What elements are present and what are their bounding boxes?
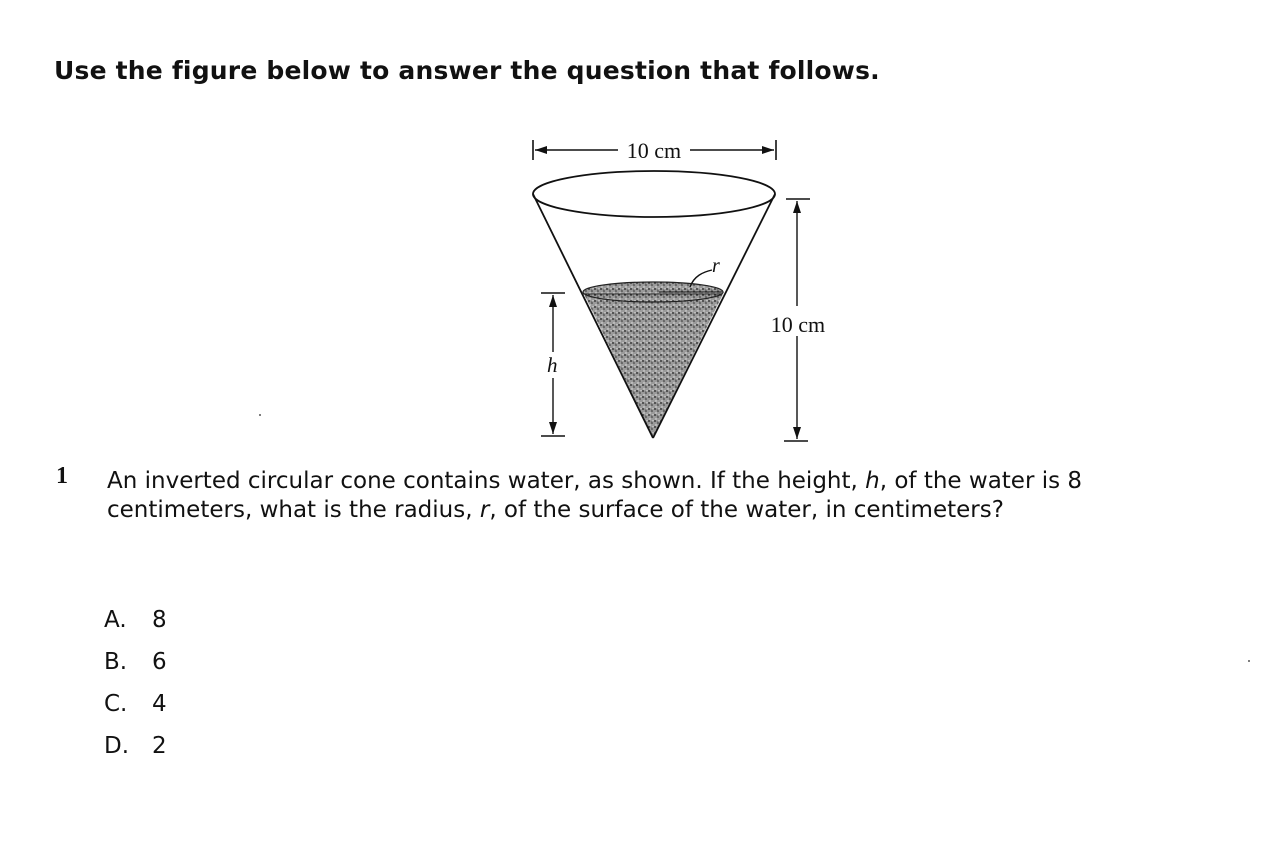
question-number: 1: [56, 463, 68, 489]
scan-speck: [1248, 660, 1250, 662]
answer-choices: [104, 604, 167, 772]
instruction-heading: Use the figure below to answer the question that follows.: [54, 56, 880, 85]
water-height-dimension: [541, 293, 565, 436]
cone-rim: [533, 171, 775, 217]
cone-height-dimension: [771, 199, 825, 441]
question-var-r: r: [479, 497, 490, 523]
question-text-part3: , of the surface of the water, in centimeters?: [489, 497, 1004, 523]
choice-value: 4: [152, 691, 167, 717]
radius-label: r: [712, 255, 720, 277]
question-text-part2: , of the water is 8 centimeters, what is the radius,: [107, 468, 1083, 523]
choice-letter: C.: [104, 691, 128, 717]
choice-d[interactable]: [104, 730, 167, 772]
question-text: [107, 467, 1197, 525]
cone: [533, 171, 775, 438]
cone-diagram: [520, 125, 850, 455]
cone-height-label: 10 cm: [770, 312, 826, 337]
choice-letter: B.: [104, 649, 128, 675]
choice-letter: A.: [104, 607, 127, 633]
choice-value: 8: [152, 607, 167, 633]
top-dimension: [533, 138, 776, 163]
choice-value: 2: [152, 733, 167, 759]
top-width-label: 10 cm: [626, 138, 682, 163]
water-fill: [583, 292, 724, 437]
choice-letter: D.: [104, 733, 130, 759]
cone-figure: [520, 125, 850, 455]
choice-a[interactable]: [104, 604, 167, 646]
choice-b[interactable]: [104, 646, 167, 688]
scan-speck: [259, 414, 261, 416]
choice-c[interactable]: [104, 688, 167, 730]
water-height-label: h: [547, 353, 558, 377]
question-var-h: h: [865, 468, 880, 494]
question-text-part1: An inverted circular cone contains water, as shown. If the height,: [107, 468, 866, 494]
choice-value: 6: [152, 649, 167, 675]
